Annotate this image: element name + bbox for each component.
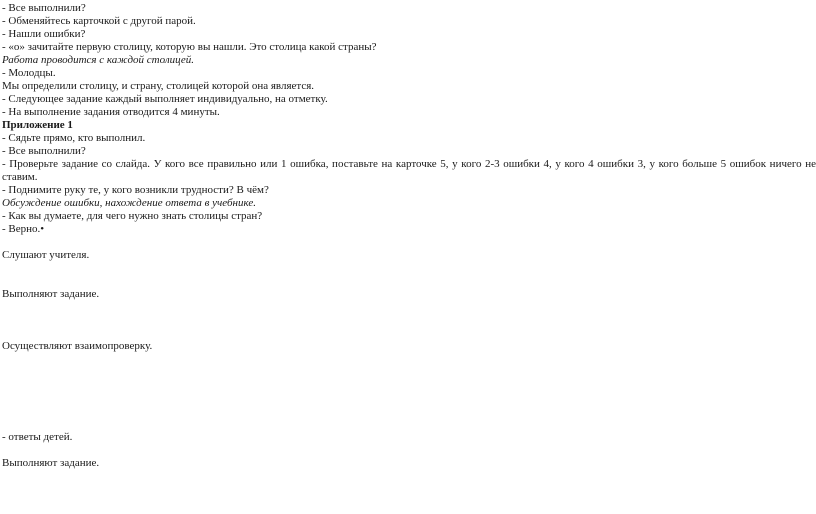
blank-line [2, 275, 816, 288]
students-action-line: Выполняют задание. [2, 457, 100, 469]
doc-line: - На выполнение задания отводится 4 минуты. [2, 106, 220, 118]
blank-line [2, 262, 816, 275]
students-action-line: Выполняют задание. [2, 288, 100, 300]
doc-line: - Молодцы. [2, 67, 56, 79]
doc-line: - «о» зачитайте первую столицу, которую вы нашли. Это столица какой страны? [2, 41, 377, 53]
students-action-line: Слушают учителя. [2, 249, 90, 261]
doc-line: - Сядьте прямо, кто выполнил. [2, 132, 146, 144]
blank-line [2, 444, 816, 457]
students-action-line: Осуществляют взаимопроверку. [2, 340, 153, 352]
doc-line-stage-direction: Обсуждение ошибки, нахождение ответа в учебнике. [2, 197, 256, 209]
blank-line [2, 392, 816, 405]
doc-line: - Обменяйтесь карточкой с другой парой. [2, 15, 196, 27]
doc-line: - Нашли ошибки? [2, 28, 86, 40]
blank-line [2, 236, 816, 249]
blank-line [2, 379, 816, 392]
doc-line: - Верно.• [2, 223, 45, 235]
doc-paragraph-grading-instructions: - Проверьте задание со слайда. У кого все правильно или 1 ошибка, поставьте на карточке 5, у кого 2-3 ошибки 4, у кого 4 ошибки 3, у кого больше 5 ошибок ничего не ставим. [2, 158, 816, 183]
blank-line [2, 353, 816, 366]
blank-line [2, 301, 816, 314]
blank-line [2, 405, 816, 418]
appendix-1-heading: Приложение 1 [2, 119, 73, 131]
doc-line: - Следующее задание каждый выполняет индивидуально, на отметку. [2, 93, 328, 105]
doc-line: - Все выполнили? [2, 145, 86, 157]
students-action-line: - ответы детей. [2, 431, 73, 443]
doc-line: Мы определили столицу, и страну, столицей которой она является. [2, 80, 315, 92]
doc-line: - Поднимите руку те, у кого возникли трудности? В чём? [2, 184, 269, 196]
blank-line [2, 327, 816, 340]
blank-line [2, 366, 816, 379]
blank-line [2, 314, 816, 327]
doc-line: - Все выполнили? [2, 2, 86, 14]
doc-line-stage-direction: Работа проводится с каждой столицей. [2, 54, 195, 66]
doc-line: - Как вы думаете, для чего нужно знать столицы стран? [2, 210, 263, 222]
blank-line [2, 418, 816, 431]
